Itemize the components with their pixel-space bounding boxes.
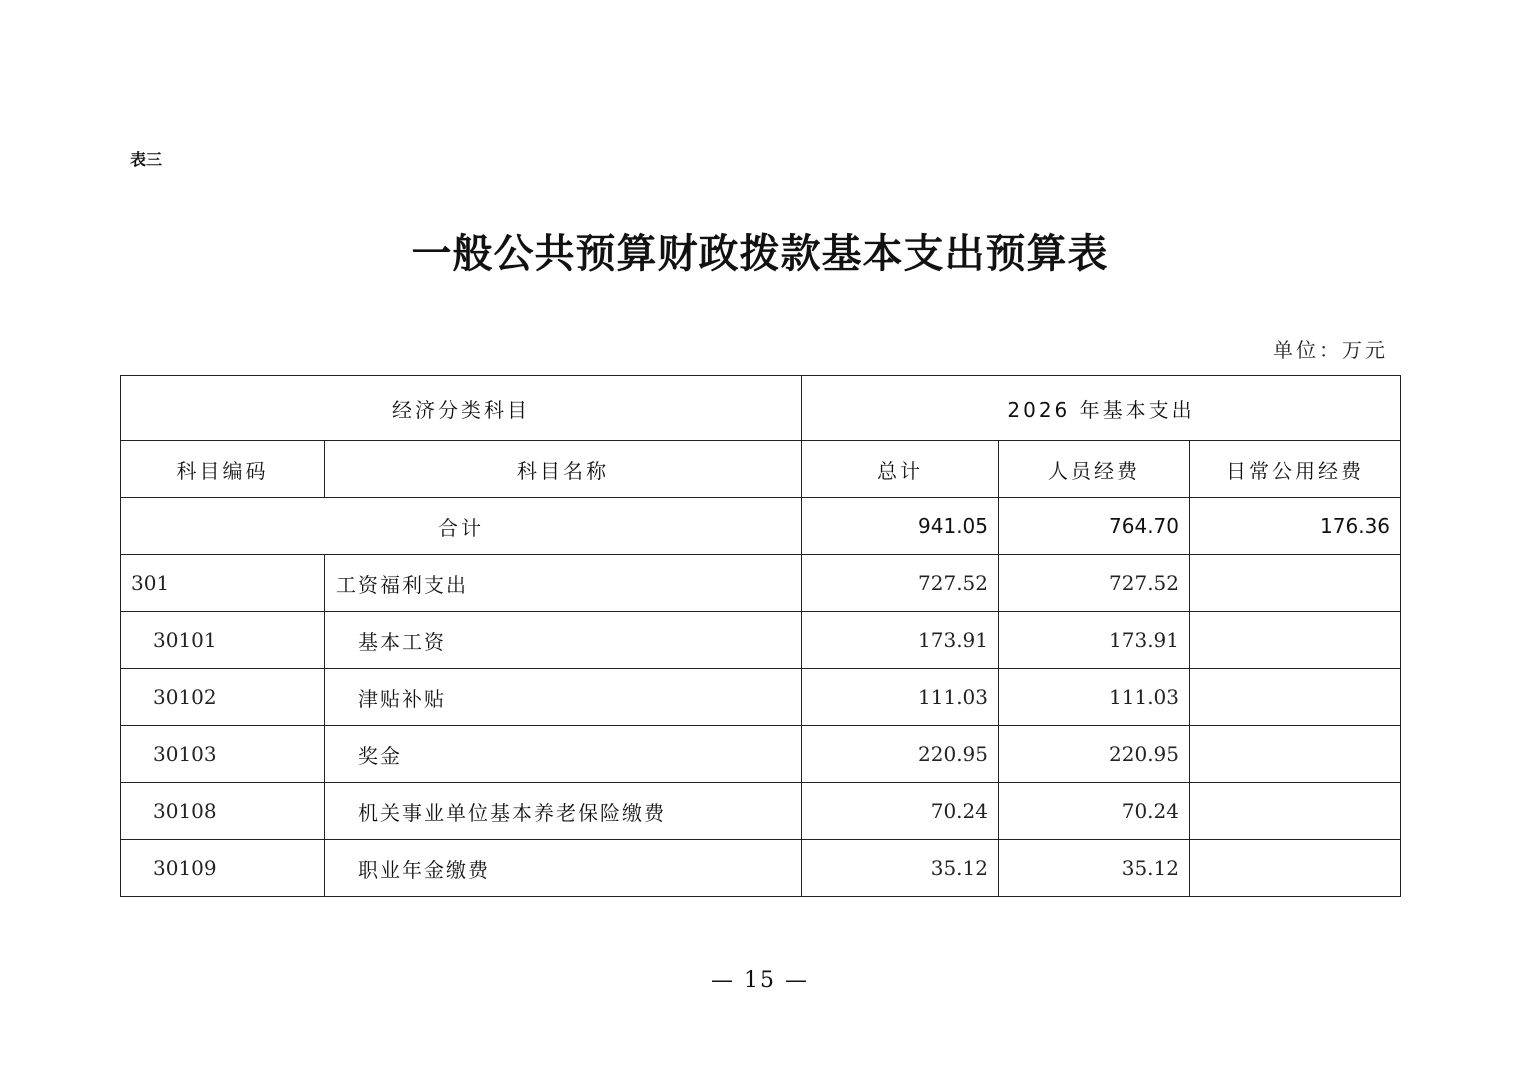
row-code: 30101 (121, 612, 325, 669)
header-subject-name: 科目名称 (325, 441, 802, 498)
row-public (1190, 669, 1401, 726)
row-total: 220.95 (802, 726, 999, 783)
row-code: 301 (121, 555, 325, 612)
table-row (121, 555, 1401, 612)
header-total: 总计 (802, 441, 999, 498)
row-personnel: 173.91 (999, 612, 1190, 669)
row-name: 机关事业单位基本养老保险缴费 (325, 783, 802, 840)
row-public (1190, 555, 1401, 612)
header-row-group (121, 376, 1401, 441)
row-name: 职业年金缴费 (325, 840, 802, 897)
row-total: 111.03 (802, 669, 999, 726)
row-name: 奖金 (325, 726, 802, 783)
row-total: 70.24 (802, 783, 999, 840)
row-public (1190, 840, 1401, 897)
table-label: 表三 (130, 150, 163, 169)
row-code: 30109 (121, 840, 325, 897)
row-personnel: 111.03 (999, 669, 1190, 726)
total-personnel: 764.70 (999, 498, 1190, 555)
page-number: — 15 — (711, 968, 809, 993)
row-total: 727.52 (802, 555, 999, 612)
table-row (121, 840, 1401, 897)
row-name: 工资福利支出 (325, 555, 802, 612)
row-total: 173.91 (802, 612, 999, 669)
row-personnel: 220.95 (999, 726, 1190, 783)
unit-label: 单位：万元 (1273, 338, 1388, 362)
header-public-expense: 日常公用经费 (1190, 441, 1401, 498)
row-personnel: 727.52 (999, 555, 1190, 612)
header-economic-classification: 经济分类科目 (121, 376, 802, 441)
table-row (121, 726, 1401, 783)
row-public (1190, 783, 1401, 840)
row-code: 30108 (121, 783, 325, 840)
row-name: 津贴补贴 (325, 669, 802, 726)
row-public (1190, 726, 1401, 783)
table-row (121, 783, 1401, 840)
total-public: 176.36 (1190, 498, 1401, 555)
table-row (121, 669, 1401, 726)
row-personnel: 35.12 (999, 840, 1190, 897)
header-row-columns (121, 441, 1401, 498)
total-value: 941.05 (802, 498, 999, 555)
row-code: 30102 (121, 669, 325, 726)
header-subject-code: 科目编码 (121, 441, 325, 498)
header-basic-expenditure: 2026 年基本支出 (802, 376, 1401, 441)
header-personnel-expense: 人员经费 (999, 441, 1190, 498)
document-title: 一般公共预算财政拨款基本支出预算表 (411, 230, 1109, 277)
table-row (121, 612, 1401, 669)
row-name: 基本工资 (325, 612, 802, 669)
row-total: 35.12 (802, 840, 999, 897)
row-personnel: 70.24 (999, 783, 1190, 840)
total-label: 合计 (121, 498, 802, 555)
row-public (1190, 612, 1401, 669)
total-row (121, 498, 1401, 555)
budget-table (120, 375, 1401, 897)
row-code: 30103 (121, 726, 325, 783)
